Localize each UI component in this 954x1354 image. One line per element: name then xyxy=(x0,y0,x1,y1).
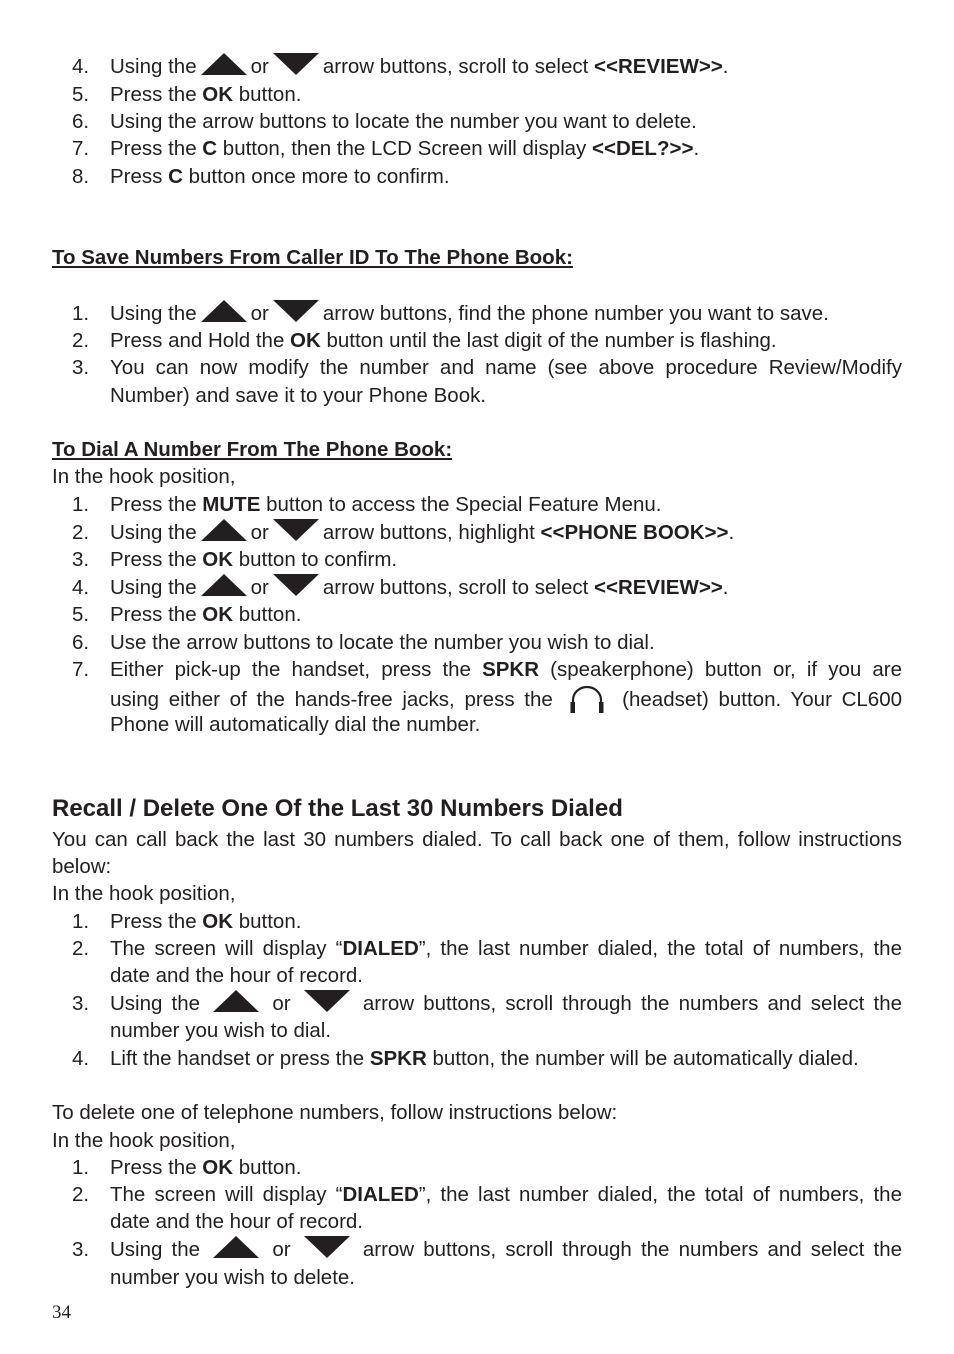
step-text: button. xyxy=(233,603,302,626)
step-text: (speakerphone) button or, if you are xyxy=(539,658,902,681)
step-text: Either pick-up the handset, press the xyxy=(110,658,483,681)
step-text: The screen will display “ xyxy=(110,1183,343,1206)
step-text: date and the hour of record. xyxy=(110,964,364,987)
down-arrow-icon xyxy=(273,574,319,596)
step-number: 4. xyxy=(72,1047,90,1070)
down-arrow-icon xyxy=(273,300,319,322)
recall-section-title: Recall / Delete One Of the Last 30 Numbers Dialed xyxy=(52,795,623,822)
step-text: . xyxy=(722,576,729,599)
up-arrow-icon xyxy=(201,53,247,75)
step-text: Press the xyxy=(110,493,203,516)
recall-intro: You can call back the last 30 numbers dialed. To call back one of them, follow instructions xyxy=(52,828,902,851)
step-text: Press the xyxy=(110,83,203,106)
step-number: 5. xyxy=(72,603,90,626)
step-text: Use the arrow buttons to locate the number you wish to dial. xyxy=(110,631,655,654)
up-arrow-icon xyxy=(201,300,247,322)
step-text: Press the xyxy=(110,1156,203,1179)
down-arrow-icon xyxy=(273,519,319,541)
recall-hook: In the hook position, xyxy=(52,882,236,905)
up-arrow-icon xyxy=(201,519,247,541)
step-number: 6. xyxy=(72,110,90,133)
step-text: (headset) button. Your CL600 xyxy=(622,688,903,711)
step-text: Using the xyxy=(110,576,197,599)
step-text: or xyxy=(250,576,269,599)
step-bold: OK xyxy=(290,329,321,352)
step-text: arrow buttons, highlight xyxy=(322,521,541,544)
step-text: number you wish to dial. xyxy=(110,1019,332,1042)
step-text: Using the xyxy=(110,302,197,325)
delete-intro: To delete one of telephone numbers, follow instructions below: xyxy=(52,1101,618,1124)
step-text: Using the xyxy=(110,55,197,78)
dial-section-heading: To Dial A Number From The Phone Book: xyxy=(52,438,453,461)
step-text: button. xyxy=(233,83,302,106)
step-text: Using the xyxy=(110,992,201,1015)
step-bold: DIALED xyxy=(342,1183,419,1206)
step-text: button until the last digit of the number is flashing. xyxy=(320,329,777,352)
step-bold: OK xyxy=(202,83,234,106)
headset-icon xyxy=(568,684,606,721)
step-text: Press the xyxy=(110,910,203,933)
step-bold: OK xyxy=(202,910,234,933)
step-bold: SPKR xyxy=(482,658,540,681)
step-number: 3. xyxy=(72,992,90,1015)
step-bold: OK xyxy=(202,548,234,571)
step-number: 5. xyxy=(72,83,90,106)
step-bold: <<REVIEW>> xyxy=(594,55,723,78)
step-text: Using the xyxy=(110,1238,201,1261)
step-number: 4. xyxy=(72,576,90,599)
step-bold: <<PHONE BOOK>> xyxy=(540,521,729,544)
step-text: Phone will automatically dial the number. xyxy=(110,713,481,736)
step-number: 1. xyxy=(72,302,90,325)
step-text: Press xyxy=(110,165,169,188)
step-text: button to access the Special Feature Menu. xyxy=(260,493,662,516)
step-text xyxy=(110,935,902,962)
step-text: ”, the last number dialed, the total of numbers, the xyxy=(418,1183,902,1206)
step-text: Press the xyxy=(110,603,203,626)
step-bold: SPKR xyxy=(369,1047,427,1070)
step-text: Press and Hold the xyxy=(110,329,291,352)
save-section-heading: To Save Numbers From Caller ID To The Phone Book: xyxy=(52,246,573,269)
step-bold: DIALED xyxy=(342,937,419,960)
up-arrow-icon xyxy=(213,990,259,1012)
step-bold: C xyxy=(202,137,218,160)
step-text: button, the number will be automatically dialed. xyxy=(426,1047,859,1070)
step-text xyxy=(110,656,902,683)
up-arrow-icon xyxy=(201,574,247,596)
down-arrow-icon xyxy=(304,1236,350,1258)
step-text: button. xyxy=(233,910,302,933)
step-text: or xyxy=(250,55,269,78)
step-text: button once more to confirm. xyxy=(182,165,450,188)
step-number: 4. xyxy=(72,55,90,78)
step-text: ”, the last number dialed, the total of numbers, the xyxy=(418,937,902,960)
page-number: 34 xyxy=(52,1302,71,1323)
step-number: 7. xyxy=(72,658,90,681)
step-text: number you wish to delete. xyxy=(110,1266,355,1289)
step-text: . xyxy=(728,521,735,544)
step-text xyxy=(110,1236,902,1263)
step-bold: C xyxy=(168,165,183,188)
step-text xyxy=(110,990,902,1017)
step-number: 1. xyxy=(72,910,90,933)
step-number: 1. xyxy=(72,493,90,516)
step-text: or xyxy=(250,521,269,544)
step-bold: <<DEL?>> xyxy=(592,137,694,160)
step-number: 3. xyxy=(72,548,90,571)
step-text: arrow buttons, scroll to select xyxy=(322,55,595,78)
step-number: 6. xyxy=(72,631,90,654)
step-number: 2. xyxy=(72,1183,90,1206)
step-text: Press the xyxy=(110,137,203,160)
dial-intro: In the hook position, xyxy=(52,465,236,488)
step-text: Using the arrow buttons to locate the number you want to delete. xyxy=(110,110,697,133)
step-number: 1. xyxy=(72,1156,90,1179)
step-text: You can now modify the number and name (see above procedure Review/Modify xyxy=(110,356,902,379)
step-text: Press the xyxy=(110,548,203,571)
step-text: button, then the LCD Screen will display xyxy=(217,137,593,160)
step-bold: <<REVIEW>> xyxy=(594,576,723,599)
step-text: arrow buttons, scroll through the numbers and select the xyxy=(362,992,902,1015)
step-text: button to confirm. xyxy=(233,548,398,571)
delete-hook: In the hook position, xyxy=(52,1129,236,1152)
step-text: Number) and save it to your Phone Book. xyxy=(110,384,487,407)
down-arrow-icon xyxy=(304,990,350,1012)
step-text xyxy=(110,1181,902,1208)
down-arrow-icon xyxy=(273,53,319,75)
step-text: arrow buttons, find the phone number you want to save. xyxy=(322,302,829,325)
step-text: arrow buttons, scroll to select xyxy=(322,576,595,599)
step-text: . xyxy=(693,137,700,160)
step-number: 2. xyxy=(72,329,90,352)
step-number: 2. xyxy=(72,521,90,544)
step-number: 8. xyxy=(72,165,90,188)
step-text: or xyxy=(272,992,291,1015)
step-bold: OK xyxy=(202,603,234,626)
step-bold: MUTE xyxy=(202,493,261,516)
step-text: date and the hour of record. xyxy=(110,1210,364,1233)
step-text: Using the xyxy=(110,521,197,544)
step-text: button. xyxy=(233,1156,302,1179)
step-text: using either of the hands-free jacks, press the xyxy=(110,688,553,711)
step-number: 3. xyxy=(72,1238,90,1261)
step-number: 7. xyxy=(72,137,90,160)
up-arrow-icon xyxy=(213,1236,259,1258)
step-text: The screen will display “ xyxy=(110,937,343,960)
step-bold: OK xyxy=(202,1156,234,1179)
step-text: . xyxy=(722,55,729,78)
step-text: arrow buttons, scroll through the numbers and select the xyxy=(362,1238,902,1261)
step-number: 2. xyxy=(72,937,90,960)
step-text: Lift the handset or press the xyxy=(110,1047,370,1070)
step-number: 3. xyxy=(72,356,90,379)
recall-intro-cont: below: xyxy=(52,855,112,878)
step-text: or xyxy=(272,1238,291,1261)
step-text: or xyxy=(250,302,269,325)
